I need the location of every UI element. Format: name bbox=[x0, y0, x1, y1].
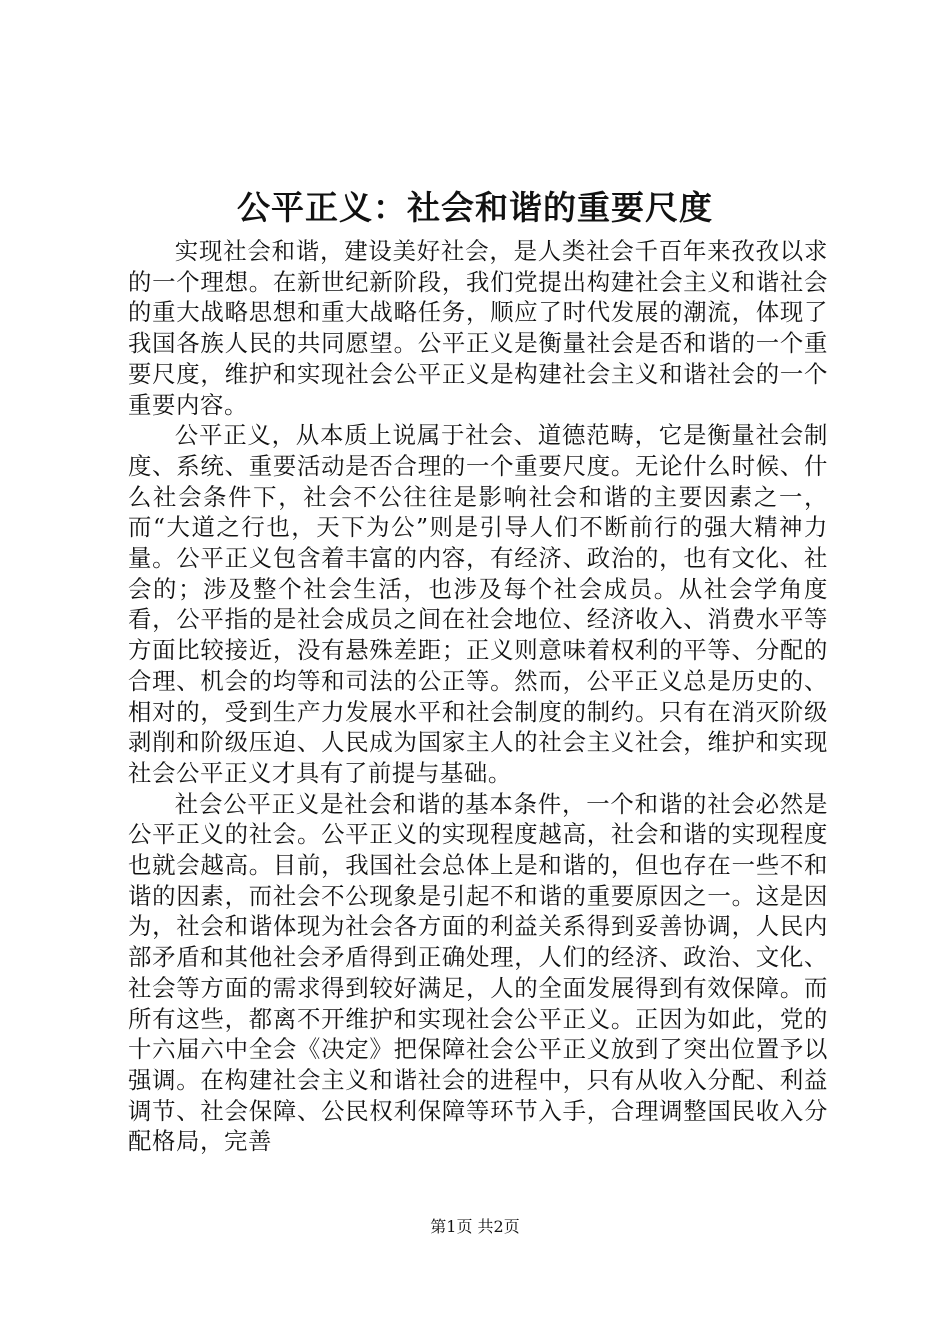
page-number-indicator: 第1页 共2页 bbox=[430, 1217, 520, 1236]
document-body bbox=[128, 236, 828, 1157]
page-footer bbox=[0, 1216, 950, 1238]
paragraph-3: 社会公平正义是社会和谐的基本条件，一个和谐的社会必然是公平正义的社会。公平正义的实现程度越高，社会和谐的实现程度也就会越高。目前，我国社会总体上是和谐的，但也存在一些不和谐的因素，而社会不公现象是引起不和谐的重要原因之一。这是因为，社会和谐体现为社会各方面的利益关系得到妥善协调，人民内部矛盾和其他社会矛盾得到正确处理，人们的经济、政治、文化、社会等方面的需求得到较好满足，人的全面发展得到有效保障。而所有这些，都离不开维护和实现社会公平正义。正因为如此，党的十六届六中全会《决定》把保障社会公平正义放到了突出位置予以强调。在构建社会主义和谐社会的进程中，只有从收入分配、利益调节、社会保障、公民权利保障等环节入手，合理调整国民收入分配格局，完善 bbox=[128, 789, 828, 1156]
paragraph-2: 公平正义，从本质上说属于社会、道德范畴，它是衡量社会制度、系统、重要活动是否合理的一个重要尺度。无论什么时候、什么社会条件下，社会不公往往是影响社会和谐的主要因素之一，而“大道之行也，天下为公”则是引导人们不断前行的强大精神力量。公平正义包含着丰富的内容，有经济、政治的，也有文化、社会的；涉及整个社会生活，也涉及每个社会成员。从社会学角度看，公平指的是社会成员之间在社会地位、经济收入、消费水平等方面比较接近，没有悬殊差距；正义则意味着权利的平等、分配的合理、机会的均等和司法的公正等。然而，公平正义总是历史的、相对的，受到生产力发展水平和社会制度的制约。只有在消灭阶级剥削和阶级压迫、人民成为国家主人的社会主义社会，维护和实现社会公平正义才具有了前提与基础。 bbox=[128, 421, 828, 787]
paragraph-1: 实现社会和谐，建设美好社会，是人类社会千百年来孜孜以求的一个理想。在新世纪新阶段，我们党提出构建社会主义和谐社会的重大战略思想和重大战略任务，顺应了时代发展的潮流，体现了我国各族人民的共同愿望。公平正义是衡量社会是否和谐的一个重要尺度，维护和实现社会公平正义是构建社会主义和谐社会的一个重要内容。 bbox=[128, 237, 828, 419]
document-title: 公平正义：社会和谐的重要尺度 bbox=[237, 188, 713, 227]
